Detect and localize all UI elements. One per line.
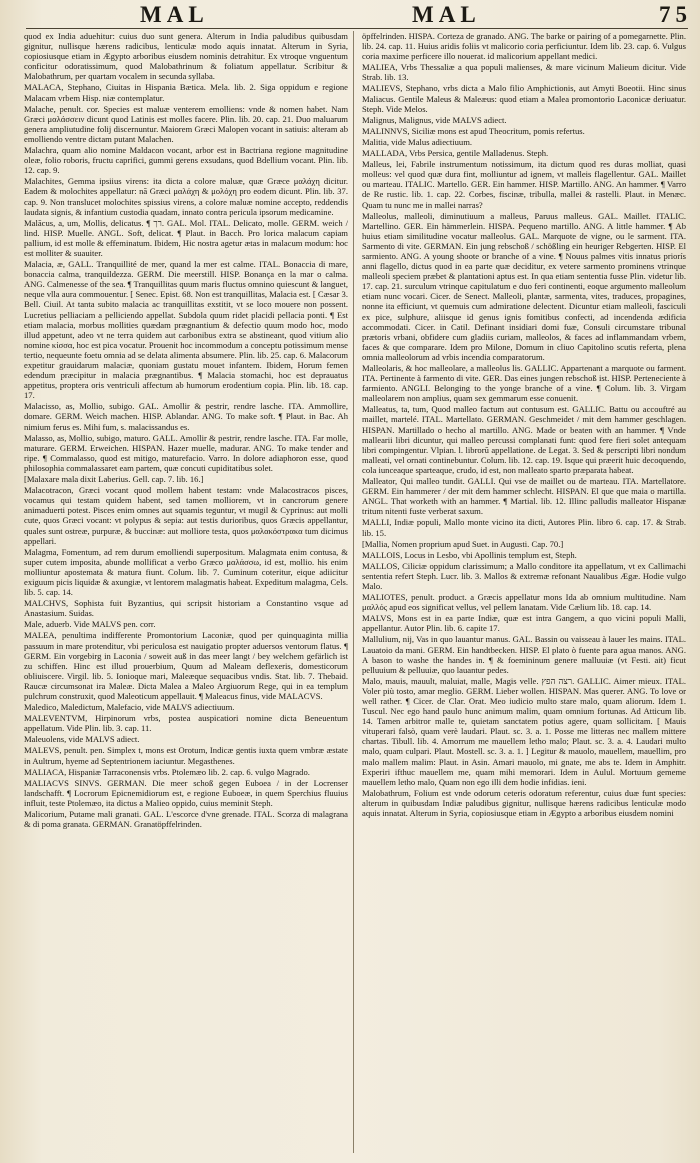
- dictionary-entry: MALLADA, Vrbs Persica, gentile Malladenus. Steph.: [362, 148, 549, 159]
- dictionary-entry: [Malaxare mala dixit Laberius. Gell. cap. 7. lib. 16.]: [24, 474, 204, 485]
- column-divider: [353, 31, 354, 1153]
- dictionary-entry: Malacia, æ, GALL. Tranquillité de mer, quand la mer est calme. ITAL. Bonaccia di mare, bonaccia calma, tranquildezza. GERM. Die meerstill. HISP. Bonança en la mar o calma. ANG. Calmenesse of the sea. ¶ Tranquillitas quum maris fluctus omnino quiescunt & languet, neque vlla aura commouentur. [ Senec. Epist. 68. Non est tranquillitas, Malacia est. [ Cæsar 3. Bell. Ciuil. At tanta subito malacia ac tranquillitas exstitit, vt se loco mouere non possent. Lucretius pelliaciam a pelliciendo appellat. Subdola quum ridet placidi pellacia ponti. ¶ Est etiam malacia, morbus mollities quædam prægnantium & defectio quum modo hoc, modo illud appetunt, adeo vt ne terra quidem aut carbonibus extra se abstineant, quod vitium alio nomine κίσσα, hoc est pica vocatur. Prouenit hoc incommodum a conceptu potissimum mense tertio, nequeunte foetu omnia ad se delata alimenta absumere. Plin. lib. 25. cap. 6. Malacorum expetitur grauidarum malaciæ, quoniam gustatu mouet infantem. Ibidem, Horum femen edendum præcipitur in malacia prægnantibus. ¶ Malacia stomachi, hoc est deprauatus appetitus, proptera oris ventriculi affectum ab humorum erodentium copia. Plin. lib. 18. cap. 17.: [24, 259, 348, 401]
- dictionary-entry: MALIACA, Hispaniæ Tarraconensis vrbs. Ptolemæo lib. 2. cap. 6. vulgo Magrado.: [24, 766, 310, 777]
- dictionary-entry: Malacisso, as, Mollio, subigo. GAL. Amollir & pestrir, rendre lasche. ITA. Ammollire, domare. GERM. Weich machen. HISP. Ablandar. ANG. To make soft. ¶ Plaut. in Bac. Ah nimium ferus es. Mihi fum, s. malacissandus es.: [24, 401, 348, 432]
- dictionary-entry: MALEVENTVM, Hirpinorum vrbs, postea auspicatiori nomine dicta Beneuentum appellatum. Vide Plin. lib. 3. cap. 11.: [24, 713, 348, 734]
- dictionary-entry: Malacotracon, Græci vocant quod mollem habent testam: vnde Malacostracos pisces, vocamus qui testam quidem habent, sed tamen molliorem, vt in cancrorum genere animaduerti potest. Pisces enim omnes aut squamis teguntur, vt mugil & Cyprinus: aut molli cute, quos Græci vocant: vt polypus & sepia: aut testis durioribus, quos Græcis appellantur, quales sunt ostreæ, purpuræ, & buccinæ: aut molliore testa, quos μαλακόστρακα tum dicimus appellari.: [24, 485, 348, 546]
- dictionary-entry: Mallulium, nij, Vas in quo lauantur manus. GAL. Bassin ou vaisseau à lauer les mains. ITAL. Lauatoio da mani. GERM. Ein handtbecken. HISP. El plato ò fuente para agua manos. ANG. A bason to washe the handes in. ¶ & foemininum genere malluuiæ (vt Festi. ait) ficut pelluuium & pelluuiæ, quo lauantur pedes.: [362, 634, 686, 675]
- dictionary-entry: Malo, mauis, mauult, maluiat, malle, Magis velle. רצה הפץ. GALLIC. Aimer mieux. ITAL. Voler più tosto, amar meglio. GERM. Lieber wollen. HISPAN. Mas querer. ANG. To love or well rather. ¶ Cicer. de Clar. Orat. Meo iudicio multo stare malo, quam aliorum. Idem 1. Tuscul. Nec ego hand paulo hunc animum malim, quam omnium fortunas. Ad Atticum lib. 14. Tamen arbitror malle te, quietam sanctatem potius agere, quam sollicitam. [ Mauis vituperari falsò, quam verè laudari. Plaut. sc. 3. a. 1. Posse me litteras nec mallem mittere chartas. Tibull. lib. 4. Amorrum me mauellem letho malo; Plaut. sc. 3. a. 4. Laudari multo malo, quam culpari. Plaut. Mostell. sc. 3. a. 1. ] Legitur & mauolo, mauellem, mauellim, pro malo mallem malim: Plaut. in Asin. Amari mauolo, mi gnate, me abs te. Idem in Amphitr. Experiri ifthuc mauellem me, quam mihi memorari. Idem in Aulul. Mortuum gememe mauellem letho malo, Quam non ego illi dem hodie infidias. ieni.: [362, 675, 686, 787]
- dictionary-entry: Malicorium, Putame mali granati. GAL. L'escorce d'vne grenade. ITAL. Scorza di malagrana & di poma granata. GERMAN. Granatöpffelrinden.: [24, 809, 348, 830]
- dictionary-entry: Malleus, lei, Fabrile instrumentum notissimum, ita dictum quod res duras molliat, quasi molleus: vel quod quæ dura fint, molliuntur ad ignem, vt malleis flagellentur. GAL. Maillet ou marteau. ITALIC. Martello. GER. Ein hammer. HISP. Martillo. ANG. An hammer. ¶ Varro de Re rustic. lib. 1. cap. 22. Corbes, fiscinæ, tribulla, mallei & rastelli. Plaut. in Menæc. Quam tu nunc me in mallei narras?: [362, 159, 686, 210]
- dictionary-entry: MALINNVS, Siciliæ mons est apud Theocritum, pomis refertus.: [362, 125, 585, 136]
- dictionary-entry: Malitia, vide Malus adiectiuum.: [362, 136, 473, 147]
- dictionary-entry: Maleuolens, vide MALVS adiect.: [24, 734, 140, 745]
- dictionary-entry: Malleator, Qui malleo tundit. GALLI. Qui vse de maillet ou de marteau. ITA. Martellatore. GERM. Ein hammerer / der mit dem hammer schlecht. HISPAN. El que que maia o martilla. ANGL. That worketh with an hammer. ¶ Martial. lib. 12. Illinc palludis malleator Hispanæ tritum nitenti fuste verberat saxum.: [362, 476, 686, 517]
- dictionary-entry: Malleolaris, & hoc malleolare, a malleolus lis. GALLIC. Appartenant a marquote ou farment. ITA. Pertinente à farmento di vite. GER. Das eines jungen rebschoß ist. HISP. Perteneciente à farmiento. ANGLI. Belonging to the yonge branche of a vine. ¶ Colum. lib. 3. Virgam malleolarem non amplius, quam sex gemmarum esse conuenit.: [362, 363, 686, 404]
- dictionary-entry: Malobathrum, Folium est vnde odorum ceteris odoratum referentur, cuius duæ funt species: alterum in quibusdam Indiæ paludibus gignitur, nullisque hærens radicibus lenticulæ modo aquis innatat. Alterum in Syria, copiosiusque etiam in Ægypto a arboribus eiusdem nomini: [362, 787, 686, 819]
- dictionary-entry: Malache, penult. cor. Species est maluæ venterem emolliens: vnde & nomen habet. Nam Græci μαλάσσειν dicunt quod Latinis est molles facere. Plin. lib. 20. cap. 21. Duo maluarum genera ampliutudine folij discernuntur. Maiorem Græci Malopen vocant in satiuis: alteram ab emolliendo ventre dictam putant Malachen.: [24, 103, 348, 144]
- dictionary-entry: Malleolus, malleoli, diminutiuum a malleus, Paruus malleus. GAL. Maillet. ITALIC. Martellino. GER. Ein hämmerlein. HISPA. Pequeno martillo. ANG. A little hammer. ¶ Ab huius etiam similitudine vocatur malleolus. GAL. Marquote de vigne, ou le sarment. ITA. Sarmento di vite. GERMAN. Ein jung rebschoß / schößling ein heuriger Rebgerten. HISP. El sarmiento. ANG. A young shoote or branche of a vine. ¶ Nouus palmes vitis innatus priorís anni flagello, dictus quod in ea parte quæ deciditur, ex vetere sarmento prominens vtrinque malleoli speciem præbet & plantationi aptus est. In qua etiam sententia fusse Plin. videtur lib. 17. cap. 21. surculum vtrinque capitulatum e duo feri continenti, eoque argumento malleolum etiam nunc vocari. Cicer. de Senect. Malleoli, plantæ, sarmenta, vites, traduces, propagines, nonne ita efficiunt, vt quemuis cum admiratione delectent. Dicuntur etiam malleoli, fasciculi ex pice, sulphure, aliisque id genus ignis fomitibus confecti, ad incendenda ædificia accommodati. Cicer. in Catil. Definant insidiari domi fuæ, Consuli circumstare tribunal prætoris vrbani, obfidere cum gladiis curiam, malleolos, & faces ad inflammandam vrbem, faces & que comparare. Idem pro Milone, Domum in cliuo Capitolino scutis referta, plena omnia malleolorum ad vrbis incendia comparatorum.: [362, 210, 686, 362]
- page-number: 75: [659, 2, 692, 27]
- dictionary-entry: MALEVS, penult. pen. Simplex t, mons est Orotum, Indicæ gentis iuxta quem vmbræ æstate in Aultrum, hyeme ad Septentrionem iaciuntur. Megasthenes.: [24, 745, 348, 766]
- dictionary-entry: MALIEA, Vrbs Thessaliæ a qua populi malienses, & mare vicinum Malieum dicitur. Vide Strab. lib. 13.: [362, 62, 686, 83]
- dictionary-entry: MALIEVS, Stephano, vrbs dicta a Malo filio Amphictionis, aut Amyti Boeotii. Hinc sinus Maliacus. Gentile Maleus & Maleæus: quod etiam a Malea promontorio Laconicæ deriuatur. Steph. Vide Melos.: [362, 83, 686, 114]
- dictionary-entry: MALACA, Stephano, Ciuitas in Hispania Bætica. Mela. lib. 2. Siga oppidum e regione Malacam vrbem Hisp. niæ contemplatur.: [24, 82, 348, 103]
- dictionary-entry: MALLI, Indiæ populi, Mallo monte vicino ita dicti, Autores Plin. libro 6. cap. 17. & Strab. lib. 15.: [362, 517, 686, 538]
- dictionary-entry: Malasso, as, Mollio, subigo, maturo. GALL. Amollir & pestrir, rendre lasche. ITA. Far molle, maturare. GERM. Erweichen. HISPAN. Hazer muelle, madurar. ANG. To make tender and ripe. ¶ Commalasso, quod est mitigo, maturefacio. Varro. In dolore adiaphoron esse, quod philosophia commalassaret eam partem, quæ concuti cupiditatibus solet.: [24, 432, 348, 473]
- dictionary-entry: Malācus, a, um, Mollis, delicatus. ¶ רך. GAL. Mol. ITAL. Delicato, molle. GERM. weich / lind. HISP. Muelle. ANGL. Soft, delicat. ¶ Plaut. in Bacch. Pro lorica malacum capiam pallium, id est molle & effeminatum. Ibidem, Hic nostra agetur ætas in malacum modum: hoc est molliter & suauiter.: [24, 217, 348, 258]
- left-column: [24, 31, 348, 1155]
- right-column: [362, 31, 686, 1155]
- dictionary-entry: Malachra, quam alio nomine Maldacon vocant, arbor est in Bactriana regione magnitudine oleæ, folio roboris, fructu caprifici, gummi gerens exsudans, quod Bdellium vocant. Plin. lib. 12. cap. 9.: [24, 145, 348, 176]
- dictionary-entry: MALIOTES, penult. product. a Græcis appellatur mons Ida ab omnium multitudine. Nam μαλλός apud eos significat vellus, vel pellem lanatam. Vide Cælium lib. 18. cap. 14.: [362, 592, 686, 613]
- dictionary-entry: MALLOIS, Locus in Lesbo, vbi Apollinis templum est, Steph.: [362, 549, 577, 560]
- running-header: [0, 2, 700, 28]
- header-rule: [26, 28, 688, 29]
- dictionary-entry: MALCHVS, Sophista fuit Byzantius, qui scripsit historiam a Constantino vsque ad Anastasium. Suidas.: [24, 598, 348, 619]
- left-guide-word: MAL: [140, 2, 209, 27]
- dictionary-entry: [Mallia, Nomen proprium apud Suet. in Augusti. Cap. 70.]: [362, 538, 564, 549]
- dictionary-entry: MALVS, Mons est in ea parte Indiæ, quæ est intra Gangem, a quo vicini populi Malli, appellantur. Autor Plin. lib. 6. capite 17.: [362, 613, 686, 634]
- dictionary-entry: MALIACVS SINVS. GERMAN. Die meer schoß gegen Euboea / in der Locrenser landschafft. ¶ Locrorum Epicnemidiorum est, e regione Euboeæ, in quem Sperchius fluuius influit, teste Ptolemæo, ita dictus a Malieo oppido, cuius meminit Steph.: [24, 777, 348, 808]
- dictionary-entry: Male, aduerb. Vide MALVS pen. corr.: [24, 619, 156, 630]
- dictionary-entry: MALEA, penultima indifferente Promontorium Laconiæ, quod per quinquaginta millia passuum in mare protenditur, vbi periculosa est nauigatio propter aduersos ventorum flatus. ¶ GERM. Ein vorgebirg in Laconia / soweit auß in das meer langt / bey welchem gefärlich ist zu schiffen. Hinc est illud prouerbium, Quum ad Maleam deflexeris, domesticorum obliuiscere. Virgil. lib. 5. Ionioque mari, Maleæque sequacibus vndis. Stat. lib. 7. Thebaid. Raucæ circumsonat ira Maleæ. Dicta Malea a Maleo Argiuorum Rege, qui in ea templum pulchrum construxit, quod Maleoticum appellauit. ¶ Maleacus finus, vide MALACVS.: [24, 630, 348, 701]
- dictionary-entry: Malagma, Fomentum, ad rem durum emolliendi superpositum. Malagmata enim contusa, & super cutem imposita, abunde mollificat a verbo Græco μαλάσσω, id est, mollio. his enim molliuntur apostemata & matura fiunt. Colum. lib. 7. Cuminum coteritur, eique adiicitur exiguum picis liquidæ & axungiæ, vt lentorem malagmatis habeat. Expeditum malagma, Cels. lib. 5. cap. 14.: [24, 546, 348, 598]
- dictionary-entry: Malachites, Gemma ipsiius virens: ita dicta a colore maluæ, quæ Græce μαλάχη dicitur. Eadem & molochites appellatur: nā Græci μαλάχη & μολόχη pro eodem dicunt. Plin. lib. 37. cap. 9. Non translucet molochites spissius virens, a colore maluæ nomine accepto, reddendis laudata signis, & infantium custodia quadam, innato contra pericula ipsorum medicamine.: [24, 176, 348, 217]
- dictionary-entry: Malleatus, ta, tum, Quod malleo factum aut contusum est. GALLIC. Battu ou accouftré au maillet, martelé. ITAL. Martellato. GERMAN. Geschmeidet / mit dem hammer geschlagen. HISPAN. Martillado o hecho al martillo. ANG. Made or beaten with an hammer. ¶ Vnde mallearii libri dicuntur, qui malleo percussi complanati funt: quod fere fieri solet antequam libri compingentur. Vlpian. l. librorū appellatione. de Legat. 3. Sed & perscripti libri nondum malleati, vel ornati continebuntur. Colum. lib. 12. cap. 19. Isque qui præerit huic decoquendo, cola iunceaque sparteaque, crudo, id est, non malleato sparto præparata habeat.: [362, 404, 686, 475]
- dictionary-entry: MALLOS, Ciliciæ oppidum clarissimum; a Mallo conditore ita appellatum, vt ex Callimachi sententia refert Steph. Lucr. lib. 3. Mallos & extremæ refonant Naualibus Ægæ. Hodie vulgo Malo.: [362, 560, 686, 591]
- dictionary-entry: öpffelrinden. HISPA. Corteza de granado. ANG. The barke or pairing of a pomegarnette. Plin. lib. 24. cap. 11. Huius aridis foliis vt malicorio coria perficiuntur. Idem lib. 23. cap. 6. Vulgus coria maxime perficere illo nouerat. id malicorium appellant medici.: [362, 31, 686, 62]
- dictionary-entry: quod ex India aduehitur: cuius duo sunt genera. Alterum in India paludibus quibusdam gignitur, nullisque hærens radicibus, lenticulæ modo aquis innatat. Alterum in Syria, copiosiusque etiam in Ægypto arboribus eiusdem nominis detrahitur. Ex vtroque vnguentum conficitur odoratissimum, quod Malobathrinum & foliatum appellatur. Scribitur & Malobathrum, per quartam vocalem in secunda syllaba.: [24, 31, 348, 82]
- dictionary-entry: Malignus, Malignus, vide MALVS adiect.: [362, 114, 507, 125]
- right-guide-word: MAL: [412, 2, 481, 27]
- dictionary-entry: Maledico, Maledictum, Malefacio, vide MALVS adiectiuum.: [24, 702, 235, 713]
